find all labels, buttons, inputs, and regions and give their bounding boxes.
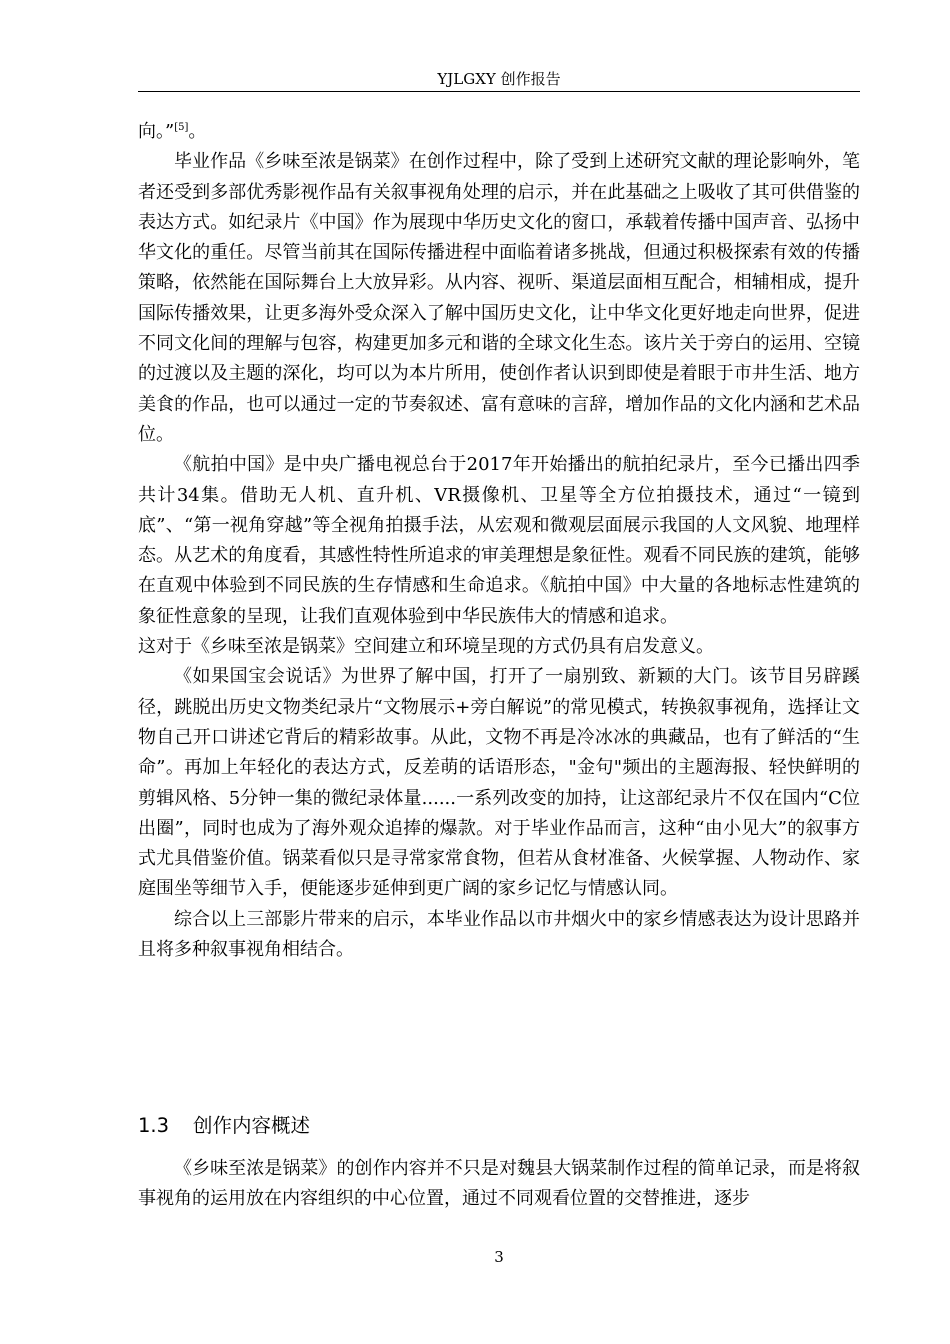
paragraph: 毕业作品《乡味至浓是锅菜》在创作过程中，除了受到上述研究文献的理论影响外，笔者还受到多部优秀影视作品有关叙事视角处理的启示，并在此基础之上吸收了其可供借鉴的表达方式。如纪录片《中国》作为展现中华历史文化的窗口，承载着传播中国声音、弘扬中华文化的重任。尽管当前其在国际传播进程中面临着诸多挑战，但通过积极探索有效的传播策略，依然能在国际舞台上大放异彩。从内容、视听、渠道层面相互配合，相辅相成，提升国际传播效果，让更多海外受众深入了解中国历史文化，让中华文化更好地走向世界，促进不同文化间的理解与包容，构建更加多元和谐的全球文化生态。该片关于旁白的运用、空镜的过渡以及主题的深化，均可以为本片所用，使创作者认识到即使是着眼于市井生活、地方美食的作品，也可以通过一定的节奏叙述、富有意味的言辞，增加作品的文化内涵和艺术品位。: [138, 151, 860, 445]
paragraph-text: 向。”: [138, 121, 175, 142]
section-heading: [138, 1111, 860, 1141]
paragraph: 这对于《乡味至浓是锅菜》空间建立和环境呈现的方式仍具有启发意义。: [138, 636, 714, 658]
section-number: 1.3: [138, 1114, 170, 1137]
running-header: YJLGXY 创作报告: [437, 70, 561, 88]
paragraph: 《乡味至浓是锅菜》的创作内容并不只是对魏县大锅菜制作过程的简单记录，而是将叙事视角的运用放在内容组织的中心位置，通过不同观看位置的交替推进，逐步: [138, 1158, 860, 1210]
paragraph: 综合以上三部影片带来的启示，本毕业作品以市井烟火中的家乡情感表达为设计思路并且将多种叙事视角相结合。: [138, 908, 860, 961]
paragraph: 《航拍中国》是中央广播电视总台于2017年开始播出的航拍纪录片，至今已播出四季共计34集。借助无人机、直升机、VR摄像机、卫星等全方位拍摄技术，通过“一镜到底”、“第一视角穿越”等全视角拍摄手法，从宏观和微观层面展示我国的人文风貌、地理样态。从艺术的角度看，其感性特性所追求的审美理想是象征性。观看不同民族的建筑，能够在直观中体验到不同民族的生存情感和生命追求。《航拍中国》中大量的各地标志性建筑的象征性意象的呈现，让我们直观体验到中华民族伟大的情感和追求。: [138, 454, 860, 627]
body-text: [138, 117, 860, 965]
paragraph: 《如果国宝会说话》为世界了解中国，打开了一扇别致、新颖的大门。该节目另辟蹊径，跳脱出历史文物类纪录片“文物展示+旁白解说”的常见模式，转换叙事视角，选择让文物自己开口讲述它背后的精彩故事。从此，文物不再是冷冰冰的典藏品，也有了鲜活的“生命”。再加上年轻化的表达方式，反差萌的话语形态，"金句"频出的主题海报、轻快鲜明的剪辑风格、5分钟一集的微纪录体量......一系列改变的加持，让这部纪录片不仅在国内“C位出圈”，同时也成为了海外观众追捧的爆款。对于毕业作品而言，这种“由小见大”的叙事方式尤具借鉴价值。锅菜看似只是寻常家常食物，但若从食材准备、火候掌握、人物动作、家庭围坐等细节入手，便能逐步延伸到更广阔的家乡记忆与情感认同。: [138, 666, 860, 900]
citation-reference[interactable]: [5]: [174, 122, 189, 133]
paragraph-continuation: [138, 117, 860, 147]
paragraph-tail: 。: [188, 121, 207, 142]
section-title: 创作内容概述: [193, 1114, 311, 1137]
header-divider: [138, 91, 860, 92]
page-number: 3: [494, 1248, 504, 1266]
section-body-text: [138, 1154, 860, 1215]
